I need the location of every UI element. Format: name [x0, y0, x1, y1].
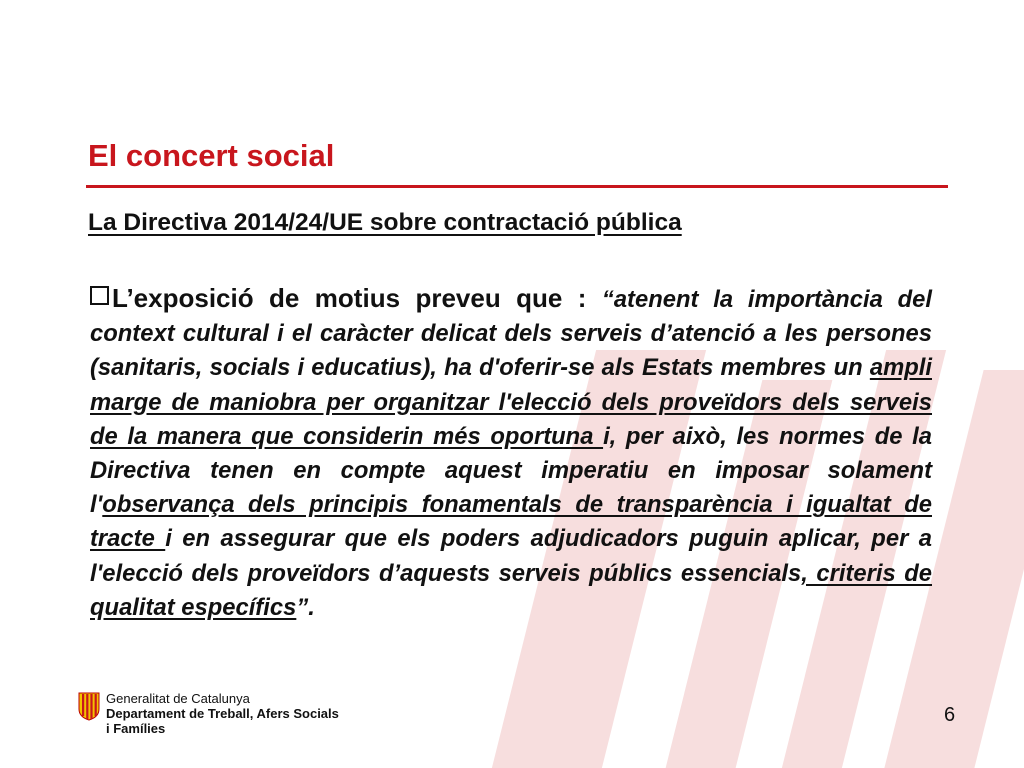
- footer-institution: [106, 691, 339, 736]
- quote-text-3: i en assegurar que els poders adjudicadors puguin aplicar, per a l'elecció dels proveïdors d’aquests serveis públics essencials: [90, 525, 932, 587]
- quote-text-1: atenent la importància del context cultural i el caràcter delicat dels serveis d’atenció a les persones (sanitaris, socials i educatius), ha d'oferir-se als Estats membres un: [90, 286, 933, 382]
- quote-open: “: [601, 286, 614, 313]
- quote-text-2: i, per això, les normes de la Directiva tenen en compte aquest imperatiu en imposar solament l': [90, 422, 932, 519]
- quote-underlined-1: ampli marge de maniobra per organitzar l'elecció dels proveïdors dels serveis de la manera que considerin més oportuna: [90, 354, 932, 450]
- quote-underlined-2: observança dels principis fonamentals de transparència i igualtat de tracte: [90, 491, 932, 553]
- title-divider: [86, 185, 948, 188]
- page-title: El concert social: [88, 138, 335, 173]
- page-number: 6: [944, 704, 956, 726]
- footer-line-2: Departament de Treball, Afers Socials: [106, 706, 339, 721]
- quote-underlined-3: , criteris de qualitat específics: [90, 559, 932, 621]
- footer-line-1: Generalitat de Catalunya: [106, 691, 250, 706]
- section-subtitle: La Directiva 2014/24/UE sobre contractació pública: [88, 209, 682, 236]
- body-paragraph: [90, 281, 932, 625]
- footer-line-3: i Famílies: [106, 721, 166, 736]
- generalitat-logo-icon: [77, 691, 101, 721]
- hollow-square-bullet-icon: [90, 286, 109, 305]
- paragraph-lead: L’exposició de motius preveu que :: [112, 283, 602, 313]
- quote-close: ”.: [296, 593, 315, 621]
